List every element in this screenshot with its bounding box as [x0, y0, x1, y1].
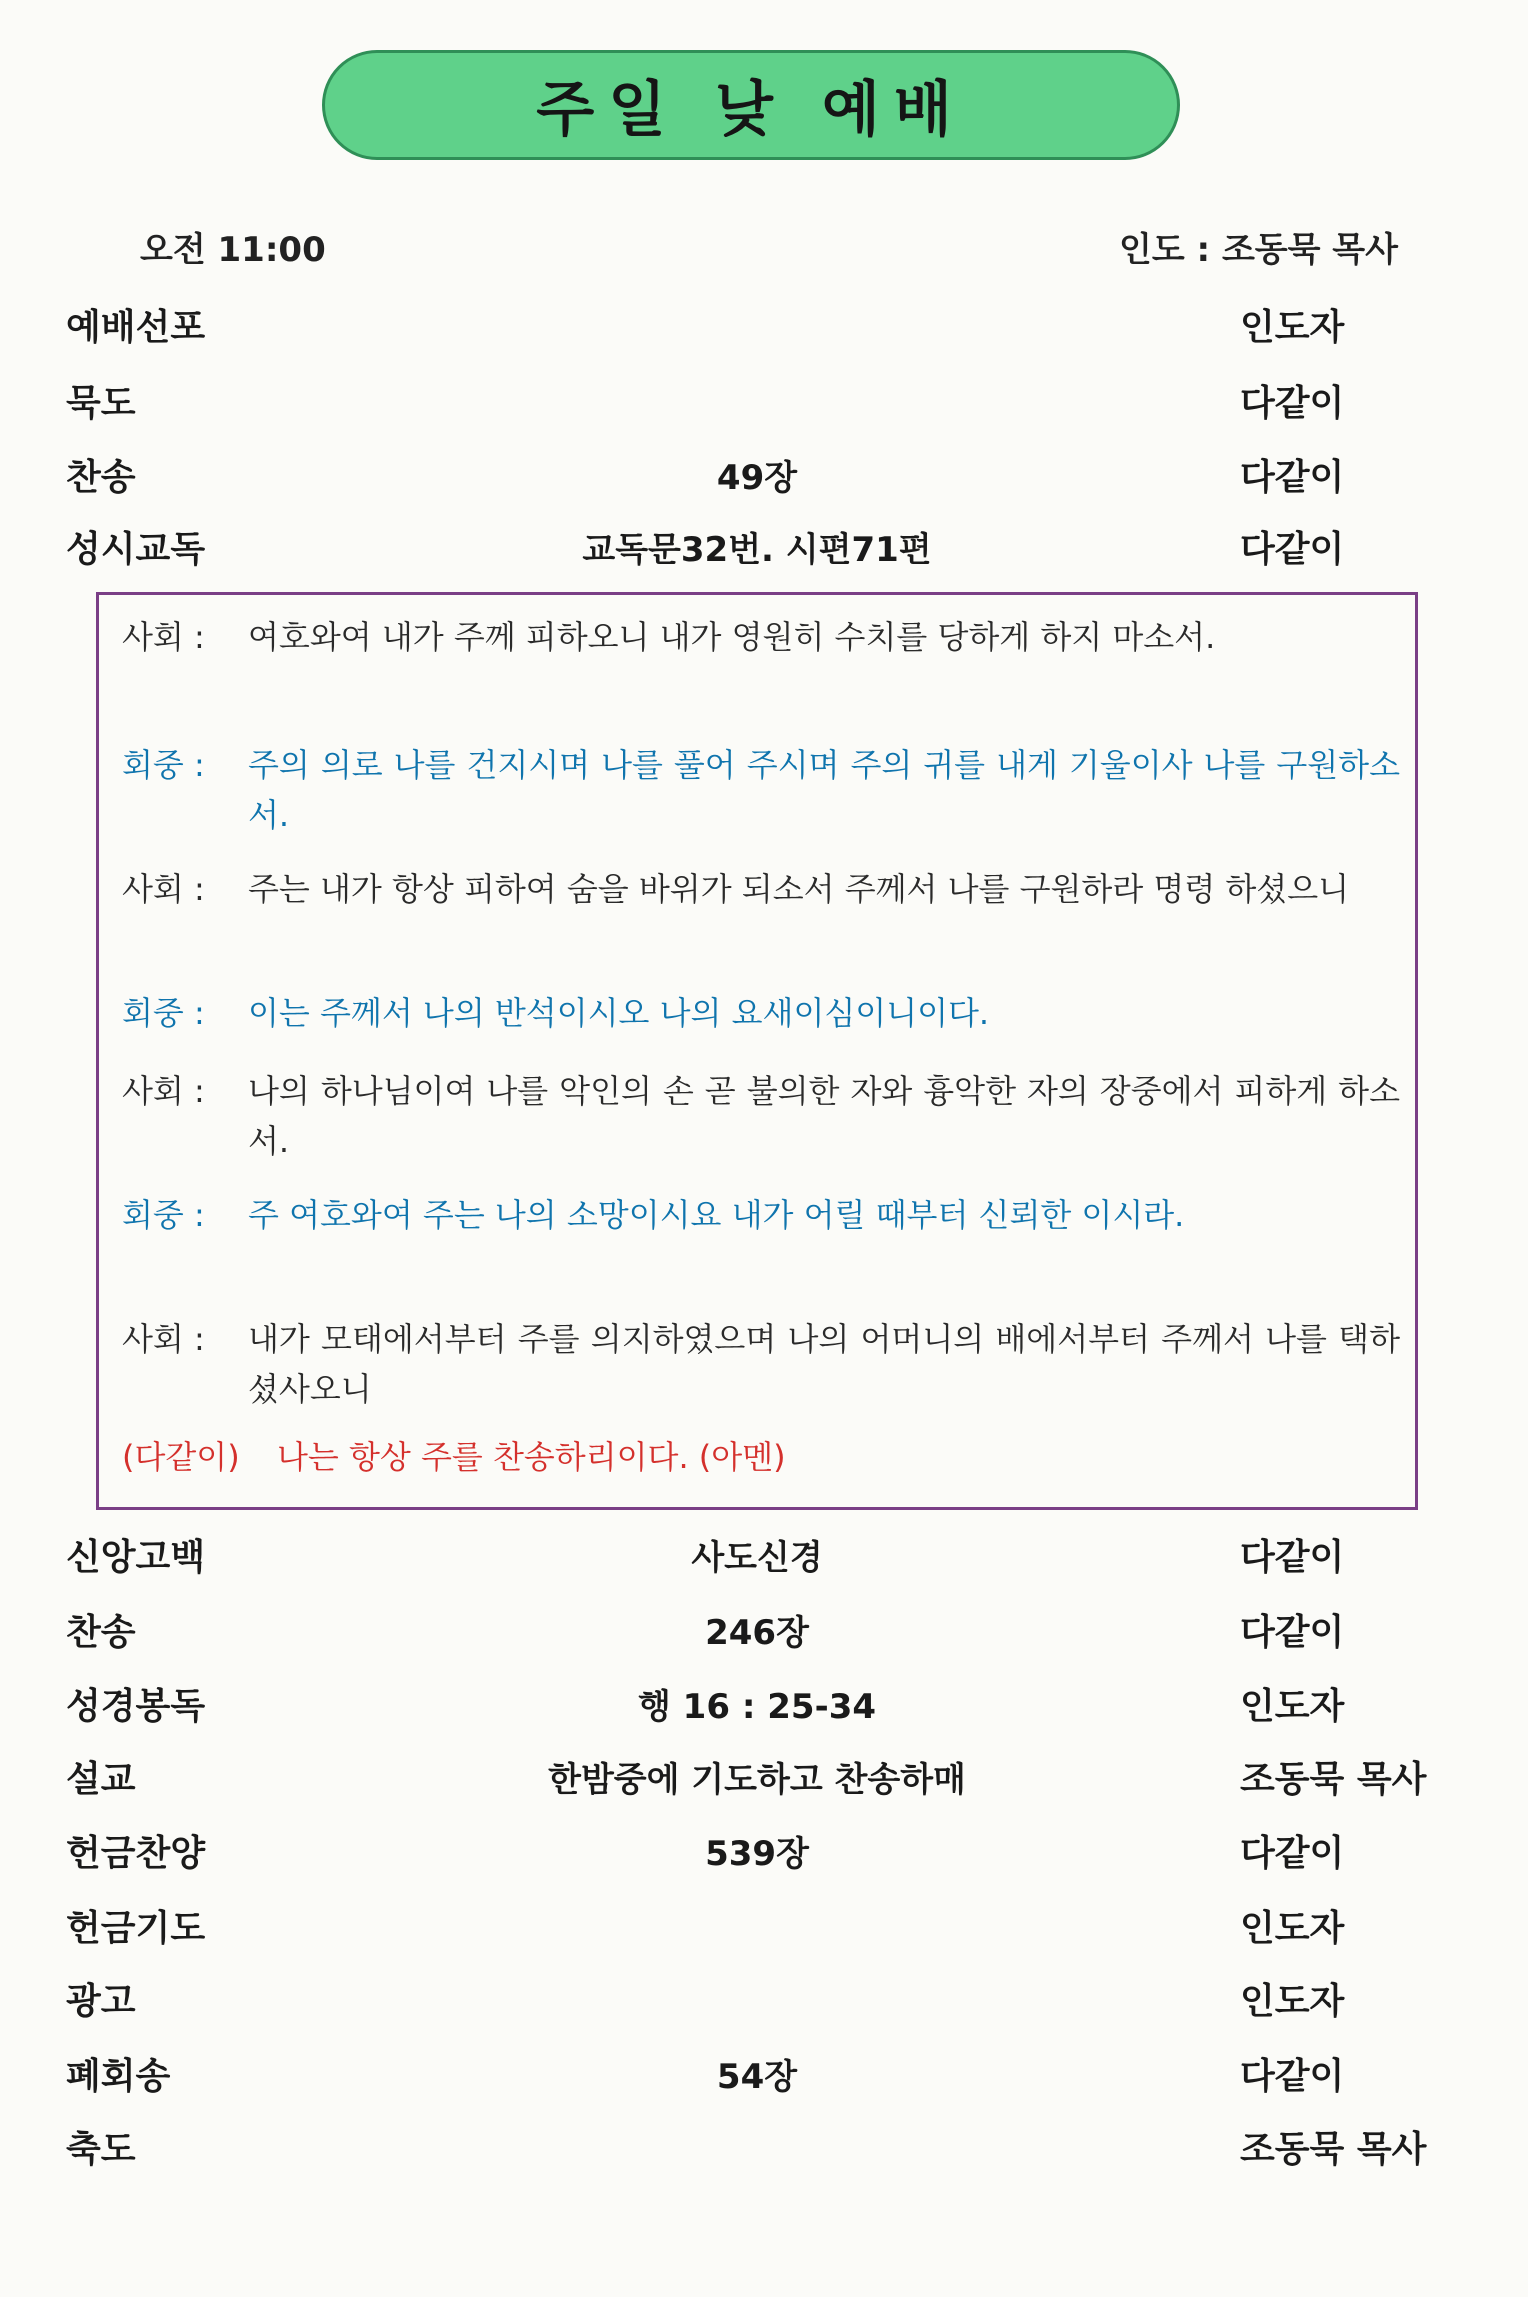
- order-label: 신앙고백: [66, 1537, 206, 1578]
- reading-text: 이는 주께서 나의 반석이시오 나의 요새이심이니이다.: [248, 994, 990, 1032]
- order-row: [0, 374, 1528, 434]
- reading-speaker: (다같이): [122, 1438, 240, 1476]
- order-row: [0, 1824, 1528, 1884]
- order-row: [0, 448, 1528, 508]
- order-participant: 다같이: [1240, 457, 1345, 498]
- order-label: 광고: [66, 1981, 136, 2022]
- reading-text: 주의 의로 나를 건지시며 나를 풀어 주시며 주의 귀를 내게 기울이사 나를 구원하소서.: [248, 746, 1400, 834]
- order-row: [0, 520, 1528, 580]
- dot-leader: [378, 298, 1136, 358]
- order-participant: 다같이: [1240, 2056, 1345, 2097]
- reading-speaker: 회중 :: [122, 994, 205, 1032]
- order-participant: 다같이: [1240, 1612, 1345, 1653]
- order-participant: 조동묵 목사: [1240, 1759, 1427, 1800]
- order-row: [0, 1750, 1528, 1810]
- order-row: [0, 2047, 1528, 2107]
- service-time: 오전 11:00: [140, 230, 326, 270]
- order-participant: 다같이: [1240, 1537, 1345, 1578]
- dot-leader: [378, 1603, 1136, 1663]
- reading-speaker: 회중 :: [122, 1196, 205, 1234]
- reading-text: 내가 모태에서부터 주를 의지하였으며 나의 어머니의 배에서부터 주께서 나를 택하셨사오니: [248, 1320, 1400, 1408]
- reading-text: 나의 하나님이여 나를 악인의 손 곧 불의한 자와 흉악한 자의 장중에서 피하게 하소서.: [248, 1072, 1400, 1160]
- reading-speaker: 사회 :: [122, 1072, 205, 1110]
- dot-leader: [378, 1824, 1136, 1884]
- order-detail: 246장: [705, 1613, 809, 1653]
- reading-text: 여호와여 내가 주께 피하오니 내가 영원히 수치를 당하게 하지 마소서.: [248, 618, 1216, 656]
- order-row: [0, 1603, 1528, 1663]
- order-row: [0, 1972, 1528, 2032]
- order-detail: 한밤중에 기도하고 찬송하매: [548, 1760, 966, 1800]
- order-label: 예배선포: [66, 307, 206, 348]
- dot-leader: [378, 520, 1136, 580]
- order-detail: 539장: [705, 1834, 809, 1874]
- order-participant: 인도자: [1240, 1981, 1345, 2022]
- dot-leader: [378, 1677, 1136, 1737]
- order-participant: 인도자: [1240, 1908, 1345, 1949]
- order-participant: 인도자: [1240, 307, 1345, 348]
- dot-leader: [378, 448, 1136, 508]
- dot-leader: [378, 1972, 1136, 2032]
- order-participant: 다같이: [1240, 1833, 1345, 1874]
- order-label: 헌금찬양: [66, 1833, 206, 1874]
- order-detail: 행 16 : 25-34: [638, 1687, 877, 1727]
- order-row: [0, 1528, 1528, 1588]
- dot-leader: [378, 374, 1136, 434]
- order-label: 묵도: [66, 383, 136, 424]
- order-label: 성시교독: [66, 529, 206, 570]
- order-row: [0, 1677, 1528, 1737]
- order-label: 헌금기도: [66, 1908, 206, 1949]
- dot-leader: [378, 1899, 1136, 1959]
- dot-leader: [378, 1750, 1136, 1810]
- order-row: [0, 298, 1528, 358]
- order-label: 축도: [66, 2129, 136, 2170]
- service-leader: 인도 : 조동묵 목사: [1118, 230, 1398, 270]
- order-participant: 인도자: [1240, 1686, 1345, 1727]
- order-participant: 다같이: [1240, 529, 1345, 570]
- reading-text: 주는 내가 항상 피하여 숨을 바위가 되소서 주께서 나를 구원하라 명령 하셨으니: [248, 870, 1350, 908]
- order-participant: 다같이: [1240, 383, 1345, 424]
- order-label: 폐회송: [66, 2056, 171, 2097]
- reading-speaker: 사회 :: [122, 618, 205, 656]
- dot-leader: [378, 1528, 1136, 1588]
- reading-speaker: 사회 :: [122, 870, 205, 908]
- order-label: 성경봉독: [66, 1686, 206, 1727]
- order-detail: 54장: [716, 2057, 798, 2097]
- order-detail: 교독문32번. 시편71편: [582, 530, 932, 570]
- order-label: 찬송: [66, 457, 136, 498]
- reading-speaker: 사회 :: [122, 1320, 205, 1358]
- service-title: 주일 낮 예배: [322, 50, 1180, 160]
- order-participant: 조동묵 목사: [1240, 2129, 1427, 2170]
- order-detail: 사도신경: [691, 1538, 823, 1578]
- order-row: [0, 1899, 1528, 1959]
- order-detail: 49장: [716, 458, 798, 498]
- reading-text: 나는 항상 주를 찬송하리이다. (아멘): [277, 1438, 786, 1476]
- order-label: 설교: [66, 1759, 136, 1800]
- dot-leader: [378, 2120, 1136, 2180]
- dot-leader: [378, 2047, 1136, 2107]
- order-label: 찬송: [66, 1612, 136, 1653]
- reading-text: 주 여호와여 주는 나의 소망이시요 내가 어릴 때부터 신뢰한 이시라.: [248, 1196, 1185, 1234]
- order-row: [0, 2120, 1528, 2180]
- reading-speaker: 회중 :: [122, 746, 205, 784]
